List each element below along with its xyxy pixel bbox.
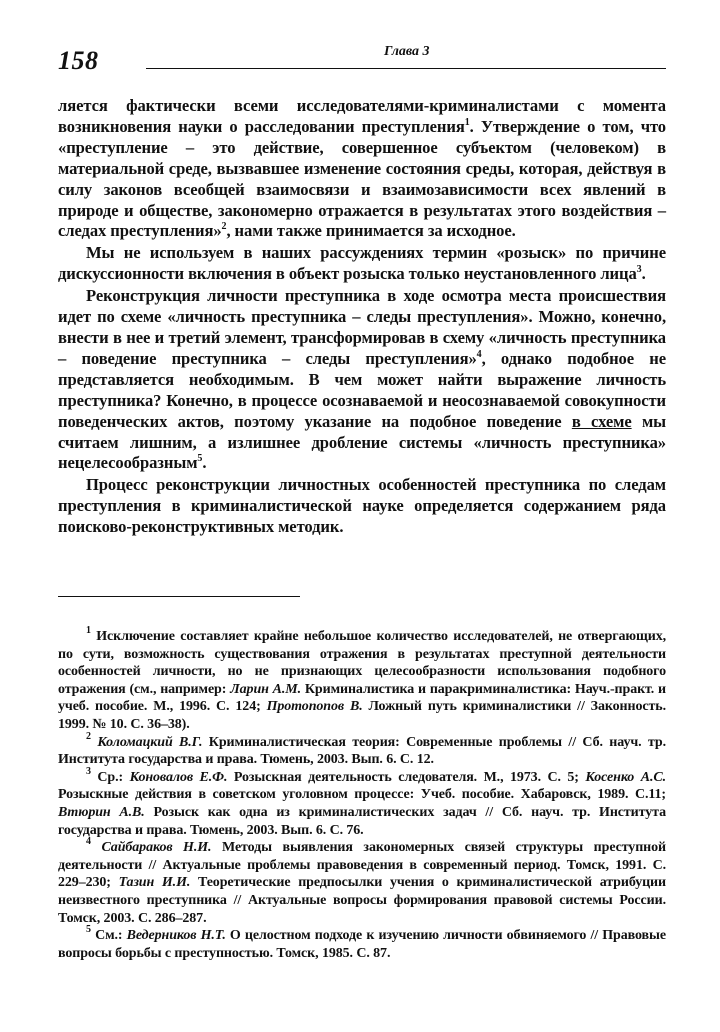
footnote-2 [58,730,667,769]
text: Криминалистика и паракриминалистика: Науч.-практ. и учеб. пособие. М., 1996. С. 124; [58,681,666,715]
page-header [58,44,666,78]
author: Тазин И.И. [118,875,191,891]
author: Косенко А.С. [585,769,666,785]
footnote-3 [58,765,666,839]
text: Ложный путь криминалистики // Законность. 1999. № 10. С. 36–38). [58,699,666,732]
paragraph-3 [58,286,666,474]
footnote-ref-4: 4 [476,348,482,360]
footnote-1 [58,625,666,734]
header-rule [146,68,666,69]
text: ляется фактически всеми исследователями-криминалистами с момента возникновения науки о расследовании преступления [58,96,666,136]
footnote-ref-5: 5 [197,453,203,465]
text: Розыск как одна из криминалистических задач // Сб. науч. тр. Института государства и права. Тюмень, 2003. Вып. 6. С. 76. [58,804,666,838]
text: Исключение составляет крайне небольшое количество исследователей, не отвергающих, по сути, возможность существования отражения в результатах преступной деятельности особенностей личности, но не признающих целесообразности использования подобного отражения (см., например: [58,629,666,697]
author: Протопопов В. [266,699,363,715]
main-text [58,96,666,538]
text: мы считаем лишним, а излишнее дробление системы «личность преступника» нецелесообразным [58,411,667,473]
footnote-ref-1: 1 [464,116,470,128]
text: См.: [90,928,127,944]
text: . [641,264,646,284]
paragraph-1 [58,96,666,242]
text: Теоретические предпосылки учения о криминалистической атрибуции неизвестного преступника // Актуальные вопросы формирования правовой системы России. Томск, 2003. С. 286–287. [58,875,666,926]
text: Мы не используем в наших рассуждениях термин «розыск» по причине дискуссионности включения в объект розыска только неустановленного лица [58,243,666,284]
text: Реконструкция личности преступника в ходе осмотра места происшествия идет по схеме «личность преступника – следы преступления». Можно, конечно, внести в нее и третий элемент, трансформировав в схему «личность преступника – поведение преступника – следы преступления» [58,286,666,368]
author: Коломацкий В.Г. [90,734,203,750]
footnotes [58,625,667,962]
text: Криминалистическая теория: Современные проблемы // Сб. науч. тр. Института государства и права. Тюмень, 2003. Вып. 6. С. 12. [58,734,667,768]
footnote-ref-3: 3 [636,264,642,276]
author: Сайбараков Н.И. [90,840,212,856]
text: Ср.: [90,769,130,785]
footnote-number: 4 [86,836,91,848]
page-number: 158 [58,46,99,75]
text: , однако подобное не представляется необходимым. В чем может найти выражение личность преступника? Конечно, в процессе осознаваемой и неосознаваемой совокупности поведенческих актов, поэтому указание на подобное поведение [58,348,666,431]
author: Ларин А.М. [230,681,302,697]
footnote-number: 1 [86,625,91,636]
text: Розыскные действия в советском уголовном процессе: Учеб. пособие. Хабаровск, 1989. С.11; [58,787,666,803]
text: О целостном подходе к изучению личности обвиняемого // Правовые вопросы борьбы с преступностью. Томск, 1985. С. 87. [58,928,666,961]
running-head: Глава 3 [384,44,430,59]
footnote-separator [58,596,300,597]
text: . [202,453,207,473]
text: . Утверждение о том, что «преступление – это действие, совершенное субъектом (человеком) в материальной среде, вызвавшее изменение состояния среды, которая, действуя в силу законов всеобщей взаимосвязи и взаимозависимости всех явлений в природе и обществе, закономерно отражается в результатах этого воздействия – следах преступления» [58,116,666,241]
footnote-4 [58,836,667,927]
text: , нами также принимается за исходное. [226,221,516,241]
footnote-number: 3 [86,765,91,777]
text: Методы выявления закономерных связей структуры преступной деятельности // Актуальные проблемы правоведения в современный период. Томск, 1991. С. 229–230; [58,840,667,891]
paragraph-4: Процесс реконструкции личностных особенностей преступника по следам преступления в криминалистической науке определяется содержанием ряда поисково-реконструктивных методик. [58,475,666,537]
footnote-ref-2: 2 [221,221,227,233]
text: Розыскная деятельность следователя. М., 1973. С. 5; [227,769,586,785]
underlined-text: в схеме [571,411,632,431]
paragraph-2 [58,243,666,285]
footnote-number: 2 [86,730,91,742]
footnote-number: 5 [86,924,91,936]
author: Коновалов Е.Ф. [129,769,228,785]
footnote-5 [58,924,666,962]
author: Втюрин А.В. [58,804,145,820]
author: Ведерников Н.Т. [126,928,226,944]
